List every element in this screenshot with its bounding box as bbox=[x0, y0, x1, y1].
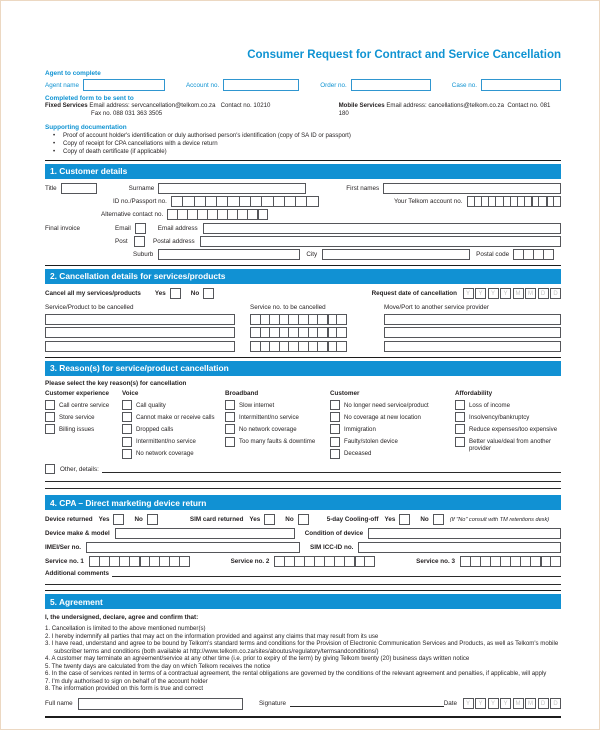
reason-checkbox[interactable] bbox=[225, 424, 235, 434]
service3-label: Service no. 3 bbox=[416, 558, 455, 566]
order-no-label: Order no. bbox=[320, 81, 347, 89]
reason-label: Billing issues bbox=[59, 425, 95, 433]
final-invoice-label: Final invoice bbox=[45, 224, 80, 232]
reason-label: Reduce expenses/too expensive bbox=[469, 425, 558, 433]
cancel-all-yes-checkbox[interactable] bbox=[170, 288, 181, 299]
reason-label: Store service bbox=[59, 413, 95, 421]
char-cell[interactable]: D bbox=[538, 288, 549, 299]
fixed-services-fax: Fax no. 088 031 363 3505 bbox=[91, 109, 163, 117]
service1-grid[interactable] bbox=[89, 556, 190, 567]
device-no-checkbox[interactable] bbox=[147, 514, 158, 525]
cooling-yes-checkbox[interactable] bbox=[399, 514, 410, 525]
postal-address-input[interactable] bbox=[200, 236, 561, 247]
reason-label: Intermittent/no service bbox=[136, 438, 196, 446]
service3-grid[interactable] bbox=[460, 556, 561, 567]
reason-label: Better value/deal from another provider bbox=[469, 438, 551, 453]
reason-label: Slow internet bbox=[239, 401, 275, 409]
agreement-intro: I, the undersigned, declare, agree and confirm that: bbox=[45, 614, 199, 622]
char-cell[interactable]: Y bbox=[463, 698, 474, 709]
agent-heading: Agent to complete bbox=[45, 70, 101, 77]
reason-label: No longer need service/product bbox=[344, 401, 429, 409]
imei-label: IMEI/Ser no. bbox=[45, 544, 82, 552]
service-product-input[interactable] bbox=[45, 341, 235, 352]
char-cell[interactable]: Y bbox=[475, 698, 486, 709]
char-cell[interactable] bbox=[336, 314, 347, 325]
reason-col-header: Customer experience bbox=[45, 389, 110, 397]
char-cell[interactable] bbox=[336, 327, 347, 338]
mobile-services-label: Mobile Services bbox=[338, 102, 385, 109]
full-name-label: Full name bbox=[45, 700, 73, 708]
section1-bar: 1. Customer details bbox=[45, 164, 561, 179]
telkom-account-grid[interactable] bbox=[467, 196, 561, 207]
fixed-services-contact: Contact no. 10210 bbox=[220, 102, 271, 109]
reason-label: Insolvency/bankruptcy bbox=[469, 413, 530, 421]
reason-col-header: Affordability bbox=[455, 389, 493, 397]
char-cell[interactable]: D bbox=[550, 698, 561, 709]
col-move-header: Move/Port to another service provider bbox=[384, 303, 489, 311]
char-cell[interactable]: M bbox=[513, 288, 524, 299]
sim-returned-label: SIM card returned bbox=[189, 516, 244, 524]
sim-no-checkbox[interactable] bbox=[298, 514, 309, 525]
sim-no-label: No bbox=[285, 516, 294, 524]
reason-checkbox[interactable] bbox=[330, 424, 340, 434]
cancel-all-yes-label: Yes bbox=[154, 289, 166, 297]
char-cell[interactable] bbox=[364, 556, 375, 567]
reason-label: Call centre service bbox=[59, 401, 110, 409]
reason-col-header: Customer bbox=[330, 389, 360, 397]
reason-checkbox[interactable] bbox=[122, 412, 132, 422]
reason-label: No network coverage bbox=[136, 450, 194, 458]
page-title: Consumer Request for Contract and Service Cancellation bbox=[247, 49, 561, 61]
full-name-input[interactable] bbox=[78, 698, 243, 710]
reason-checkbox[interactable] bbox=[45, 424, 55, 434]
other-checkbox[interactable] bbox=[45, 464, 55, 474]
service2-label: Service no. 2 bbox=[230, 558, 270, 566]
reason-checkbox[interactable] bbox=[455, 400, 465, 410]
telkom-account-label: Your Telkom account no. bbox=[393, 197, 463, 205]
service-no-grid[interactable] bbox=[250, 327, 378, 338]
other-label: Other, details: bbox=[60, 465, 99, 473]
email-address-label: Email address bbox=[157, 224, 198, 232]
agreement-item: 2. I hereby indemnify all parties that may act on the information provided and against any claims that may result from its use bbox=[45, 632, 379, 640]
reason-checkbox[interactable] bbox=[330, 449, 340, 459]
device-make-label: Device make & model bbox=[45, 530, 110, 538]
device-yes-checkbox[interactable] bbox=[113, 514, 124, 525]
cooling-yes-label: Yes bbox=[384, 516, 396, 524]
other-details-line[interactable] bbox=[45, 474, 561, 482]
cancel-all-no-checkbox[interactable] bbox=[203, 288, 214, 299]
supporting-item: • Copy of death certificate (if applicable) bbox=[45, 148, 561, 156]
col-service-header: Service/Product to be cancelled bbox=[45, 303, 134, 311]
reason-checkbox[interactable] bbox=[225, 412, 235, 422]
char-cell[interactable]: M bbox=[513, 698, 524, 709]
cooling-off-note: (If "No" consult with TM retentions desk) bbox=[449, 516, 550, 523]
reason-col-header: Voice bbox=[122, 389, 139, 397]
additional-comments-line[interactable] bbox=[112, 571, 561, 577]
request-date-label: Request date of cancellation bbox=[371, 289, 457, 297]
agreement-item: 7. I'm duly authorised to sign on behalf of the account holder bbox=[45, 677, 208, 685]
sim-yes-checkbox[interactable] bbox=[264, 514, 275, 525]
case-no-label: Case no. bbox=[451, 81, 477, 89]
device-yes-label: Yes bbox=[98, 516, 110, 524]
city-input[interactable] bbox=[322, 249, 470, 260]
account-no-label: Account no. bbox=[185, 81, 220, 89]
signature-label: Signature bbox=[258, 700, 286, 708]
char-cell[interactable]: Y bbox=[475, 288, 486, 299]
move-port-input[interactable] bbox=[384, 341, 561, 352]
title-input[interactable] bbox=[61, 183, 97, 194]
post-checkbox[interactable] bbox=[134, 236, 145, 247]
reason-col-header: Broadband bbox=[225, 389, 259, 397]
cooling-off-label: 5-day Cooling-off bbox=[326, 516, 379, 524]
char-cell[interactable]: D bbox=[538, 698, 549, 709]
case-no-input[interactable] bbox=[481, 79, 561, 91]
char-cell[interactable]: Y bbox=[500, 288, 511, 299]
char-cell[interactable]: Y bbox=[488, 288, 499, 299]
reason-checkbox[interactable] bbox=[455, 437, 465, 447]
section4-bar: 4. CPA – Direct marketing device return bbox=[45, 495, 561, 510]
bottom-rule bbox=[45, 716, 561, 718]
reason-label: Immigration bbox=[344, 425, 376, 433]
id-no-grid[interactable] bbox=[171, 196, 319, 207]
char-cell[interactable]: Y bbox=[463, 288, 474, 299]
reason-checkbox[interactable] bbox=[122, 400, 132, 410]
surname-input[interactable] bbox=[158, 183, 306, 194]
agreement-item: 3. I have read, understand and agree to be bound by Telkom's standard terms and conditions for the Provision of Electronic Communication Services and Products, as well as Telkom's mobile subscriber terms and conditions (both available at http://www.telkom.co.za/sites/aboutus/regulatory/termsandconditions/) bbox=[45, 640, 559, 655]
service-no-grid[interactable] bbox=[250, 341, 378, 352]
service-product-input[interactable] bbox=[45, 327, 235, 338]
reason-label: Call quality bbox=[136, 401, 166, 409]
reason-checkbox[interactable] bbox=[225, 437, 235, 447]
move-port-input[interactable] bbox=[384, 314, 561, 325]
mobile-services-contact: Contact no. 081 180 bbox=[338, 102, 551, 117]
reason-label: Dropped calls bbox=[136, 425, 174, 433]
reason-checkbox[interactable] bbox=[45, 400, 55, 410]
char-cell[interactable] bbox=[553, 196, 561, 207]
title-label: Title bbox=[45, 184, 57, 192]
char-cell[interactable] bbox=[257, 209, 268, 220]
condition-label: Condition of device bbox=[304, 530, 364, 538]
supporting-item: • Proof of account holder's identification or duly authorised person's identification (copy of SA ID or passport) bbox=[45, 132, 561, 140]
reason-checkbox[interactable] bbox=[455, 412, 465, 422]
email-address-input[interactable] bbox=[203, 223, 561, 234]
char-cell[interactable] bbox=[543, 249, 554, 260]
sim-yes-label: Yes bbox=[249, 516, 261, 524]
cooling-no-checkbox[interactable] bbox=[433, 514, 444, 525]
other-details-line[interactable] bbox=[45, 482, 561, 489]
condition-input[interactable] bbox=[368, 528, 561, 539]
cooling-no-label: No bbox=[420, 516, 429, 524]
reason-checkbox[interactable] bbox=[330, 437, 340, 447]
first-names-label: First names bbox=[346, 184, 380, 192]
email-label: Email bbox=[115, 224, 131, 232]
suburb-label: Suburb bbox=[133, 250, 154, 258]
section-divider bbox=[45, 590, 561, 591]
char-cell[interactable] bbox=[306, 196, 318, 207]
reason-label: No network coverage bbox=[239, 425, 297, 433]
section3-bar: 3. Reason(s) for service/product cancellation bbox=[45, 361, 561, 376]
request-date-grid[interactable] bbox=[461, 288, 561, 299]
other-details-line[interactable] bbox=[102, 465, 561, 473]
agreement-item: 4. A customer may terminate an agreement/service at any other time (i.e. prior to expiry of the term) by giving Telkom twenty (20) business days written notice bbox=[45, 655, 470, 663]
reason-checkbox[interactable] bbox=[45, 412, 55, 422]
reason-checkbox[interactable] bbox=[455, 424, 465, 434]
alt-contact-grid[interactable] bbox=[167, 209, 268, 220]
reason-checkbox[interactable] bbox=[330, 412, 340, 422]
post-label: Post bbox=[115, 237, 128, 245]
reason-label: Loss of income bbox=[469, 401, 510, 409]
agent-name-label: Agent name bbox=[45, 81, 79, 89]
service2-grid[interactable] bbox=[274, 556, 375, 567]
suburb-input[interactable] bbox=[158, 249, 300, 260]
reason-checkbox[interactable] bbox=[122, 424, 132, 434]
account-no-input[interactable] bbox=[223, 79, 299, 91]
reason-label: Deceased bbox=[344, 450, 372, 458]
date-label: Date bbox=[443, 700, 457, 708]
order-no-input[interactable] bbox=[351, 79, 431, 91]
fixed-services-email: Email address: servcancellation@telkom.co.za bbox=[89, 102, 216, 109]
agreement-item: 6. In the case of services rented in terms of a contractual agreement, the rental obligations are governed by the conditions of the relevant agreement and penalties, if applicable, will apply bbox=[45, 670, 547, 678]
cancel-all-no-label: No bbox=[190, 289, 200, 297]
section2-bar: 2. Cancellation details for services/products bbox=[45, 269, 561, 284]
imei-input[interactable] bbox=[86, 542, 300, 553]
reason-checkbox[interactable] bbox=[122, 437, 132, 447]
sendto-heading: Completed form to be sent to bbox=[45, 95, 134, 102]
first-names-input[interactable] bbox=[383, 183, 561, 194]
char-cell[interactable]: M bbox=[525, 288, 536, 299]
signature-date-grid[interactable] bbox=[461, 698, 561, 709]
postal-code-label: Postal code bbox=[476, 250, 510, 258]
mobile-services-email: Email address: cancellations@telkom.co.za bbox=[386, 102, 504, 109]
agreement-item: 8. The information provided on this form is true and correct bbox=[45, 685, 204, 693]
service-no-grid[interactable] bbox=[250, 314, 378, 325]
section5-bar: 5. Agreement bbox=[45, 594, 561, 609]
postal-address-label: Postal address bbox=[153, 237, 195, 245]
reason-label: Cannot make or receive calls bbox=[136, 413, 215, 421]
char-cell[interactable]: Y bbox=[500, 698, 511, 709]
reason-label: Faulty/stolen device bbox=[344, 438, 398, 446]
service1-label: Service no. 1 bbox=[45, 558, 84, 566]
char-cell[interactable] bbox=[550, 556, 561, 567]
device-no-label: No bbox=[134, 516, 143, 524]
additional-comments-label: Additional comments bbox=[45, 570, 110, 578]
section-divider bbox=[45, 357, 561, 358]
additional-comments-line[interactable] bbox=[45, 577, 561, 585]
device-returned-label: Device returned bbox=[45, 516, 93, 524]
sim-icc-label: SIM ICC-ID no. bbox=[310, 544, 354, 552]
reason-checkbox[interactable] bbox=[225, 400, 235, 410]
reason-intro: Please select the key reason(s) for cancellation bbox=[45, 379, 187, 387]
reason-checkbox[interactable] bbox=[122, 449, 132, 459]
sim-icc-input[interactable] bbox=[358, 542, 561, 553]
device-make-input[interactable] bbox=[115, 528, 295, 539]
reason-label: No coverage at new location bbox=[344, 413, 421, 421]
char-cell[interactable] bbox=[179, 556, 190, 567]
signature-line[interactable] bbox=[290, 700, 444, 707]
section-divider bbox=[45, 265, 561, 266]
surname-label: Surname bbox=[128, 184, 155, 192]
cancel-all-label: Cancel all my services/products bbox=[45, 289, 141, 297]
char-cell[interactable]: M bbox=[525, 698, 536, 709]
char-cell[interactable]: D bbox=[550, 288, 561, 299]
service-product-input[interactable] bbox=[45, 314, 235, 325]
reason-label: Intermittent/no service bbox=[239, 413, 299, 421]
agreement-item: 5. The twenty days are calculated from the day on which Telkom receives the notice bbox=[45, 662, 271, 670]
char-cell[interactable] bbox=[336, 341, 347, 352]
char-cell[interactable]: Y bbox=[488, 698, 499, 709]
fixed-services-label: Fixed Services bbox=[45, 102, 88, 109]
id-no-label: ID no./Passport no. bbox=[113, 197, 167, 205]
email-checkbox[interactable] bbox=[135, 223, 146, 234]
alt-contact-label: Alternative contact no. bbox=[101, 210, 164, 218]
reason-label: Too many faults & downtime bbox=[239, 438, 316, 446]
reason-checkbox[interactable] bbox=[330, 400, 340, 410]
agent-name-input[interactable] bbox=[83, 79, 165, 91]
supporting-item: • Copy of receipt for CPA cancellations with a device return bbox=[45, 140, 561, 148]
section-divider bbox=[45, 160, 561, 161]
move-port-input[interactable] bbox=[384, 327, 561, 338]
supporting-heading: Supporting documentation bbox=[45, 124, 127, 132]
agreement-item: 1. Cancellation is limited to the above mentioned number(s) bbox=[45, 625, 206, 633]
col-service-no-header: Service no. to be cancelled bbox=[250, 303, 326, 311]
postal-code-grid[interactable] bbox=[513, 249, 554, 260]
city-label: City bbox=[306, 250, 318, 258]
